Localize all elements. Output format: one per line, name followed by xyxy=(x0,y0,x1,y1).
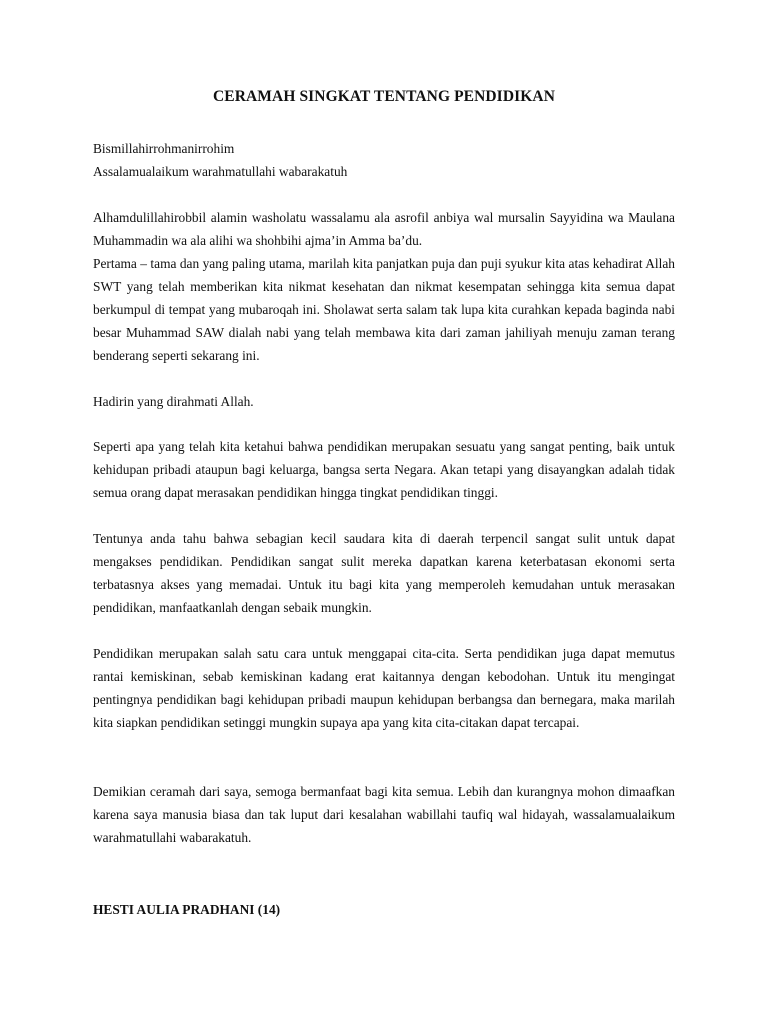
author-signature: HESTI AULIA PRADHANI (14) xyxy=(93,902,281,917)
opening-greeting xyxy=(93,137,675,183)
paragraph-6 xyxy=(93,642,675,734)
paragraph-4 xyxy=(93,435,675,504)
paragraph-5-text: Tentunya anda tahu bahwa sebagian kecil saudara kita di daerah terpencil sangat sulit untuk dapat mengakses pendidikan. Pendidikan sangat sulit mereka dapatkan karena keterbatasan ekonomi serta terbatasnya akses yang memadai. Untuk itu bagi kita yang memperoleh kemudahan untuk merasakan pendidikan, manfaatkanlah dengan sebaik mungkin. xyxy=(93,531,675,615)
paragraph-1-text: Alhamdulillahirobbil alamin washolatu wassalamu ala asrofil anbiya wal mursalin Sayyidina wa Maulana Muhammadin wa ala alihi wa shohbihi ajma’in Amma ba’du. xyxy=(93,210,675,248)
paragraph-3 xyxy=(93,390,675,413)
paragraph-3-text: Hadirin yang dirahmati Allah. xyxy=(93,394,254,409)
opening-basmala: Bismillahirrohmanirrohim xyxy=(93,141,235,156)
opening-salam: Assalamualaikum warahmatullahi wabarakatuh xyxy=(93,164,348,179)
paragraph-4-text: Seperti apa yang telah kita ketahui bahwa pendidikan merupakan sesuatu yang sangat penting, baik untuk kehidupan pribadi ataupun bagi keluarga, bangsa serta Negara. Akan tetapi yang disayangkan adalah tidak semua orang dapat merasakan pendidikan hingga tingkat pendidikan tinggi. xyxy=(93,439,675,500)
paragraph-5 xyxy=(93,527,675,619)
paragraph-1 xyxy=(93,206,675,252)
paragraph-6-text: Pendidikan merupakan salah satu cara untuk menggapai cita-cita. Serta pendidikan juga dapat memutus rantai kemiskinan, sebab kemiskinan kadang erat kaitannya dengan kebodohan. Untuk itu mengingat pentingnya pendidikan bagi kehidupan pribadi maupun kehidupan berbangsa dan bernegara, maka marilah kita siapkan pendidikan setinggi mungkin supaya apa yang kita cita-citakan dapat tercapai. xyxy=(93,646,675,730)
paragraph-2 xyxy=(93,252,675,367)
paragraph-7 xyxy=(93,780,675,849)
document-title: CERAMAH SINGKAT TENTANG PENDIDIKAN xyxy=(212,88,555,105)
paragraph-2-text: Pertama – tama dan yang paling utama, marilah kita panjatkan puja dan puji syukur kita atas kehadirat Allah SWT yang telah memberikan kita nikmat kesehatan dan nikmat kesempatan sehingga kita semua dapat berkumpul di tempat yang mubaroqah ini. Sholawat serta salam tak lupa kita curahkan kepada baginda nabi besar Muhammad SAW dialah nabi yang telah membawa kita dari zaman jahiliyah menuju zaman terang benderang seperti sekarang ini. xyxy=(93,256,675,363)
paragraph-7-text: Demikian ceramah dari saya, semoga bermanfaat bagi kita semua. Lebih dan kurangnya mohon dimaafkan karena saya manusia biasa dan tak luput dari kesalahan wabillahi taufiq wal hidayah, wassalamualaikum warahmatullahi wabarakatuh. xyxy=(93,784,675,845)
